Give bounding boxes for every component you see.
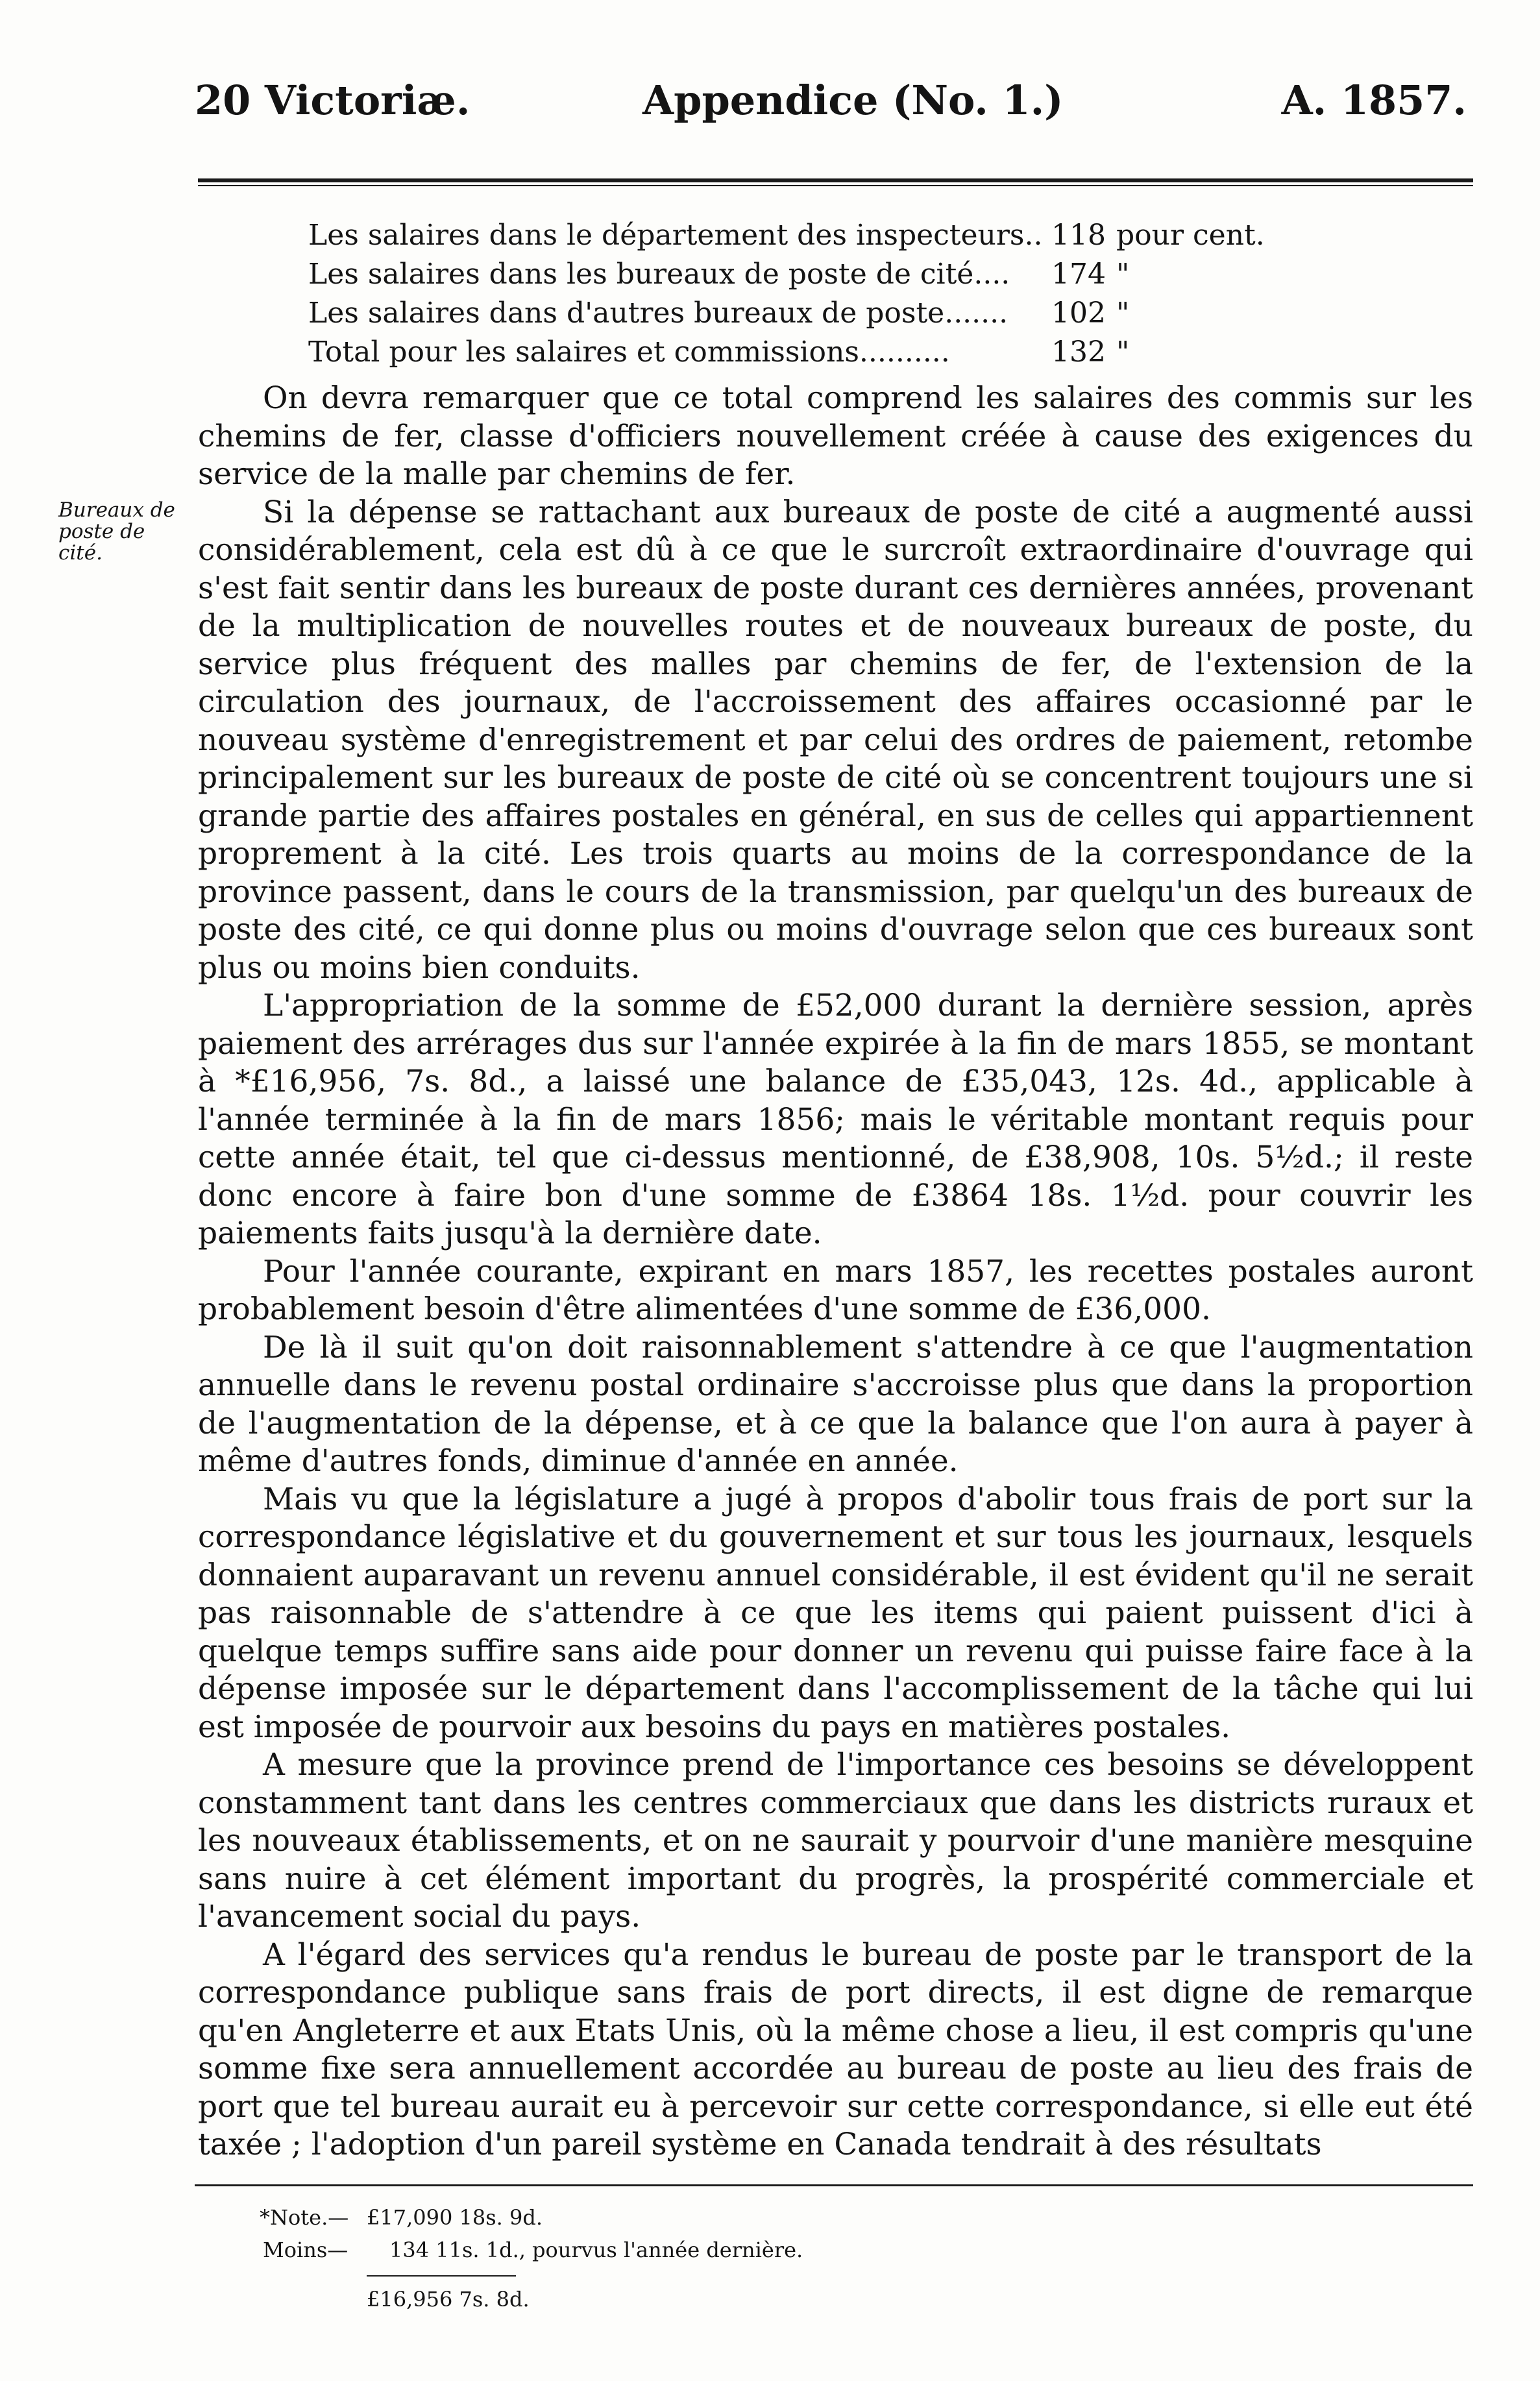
footnote-minus-amount: 134 11s. 1d.,	[389, 2238, 526, 2262]
footnote-note-amount: £17,090 18s. 9d.	[367, 2205, 543, 2230]
salary-label: Les salaires dans d'autres bureaux de poste.......	[308, 297, 1008, 330]
paragraph: De là il suit qu'on doit raisonnablement s'attendre à ce que l'augmentation annuelle dans le revenu postal ordinaire s'accroisse plus que dans la proportion de l'augmentation de la dépense, et à ce que la balance que l'on aura à payer à même d'autres fonds, diminue d'année en année.	[198, 1329, 1473, 1479]
footnote-sum-rule	[367, 2275, 516, 2277]
paragraph: Si la dépense se rattachant aux bureaux de poste de cité a augmenté aussi considérablement, cela est dû à ce que le surcroît extraordinaire d'ouvrage qui s'est fait sentir dans les bureaux de poste durant ces dernières années, provenant de la multiplication de nouvelles routes et de nouveaux bureaux de poste, du service plus fréquent des malles par chemins de fer, de l'extension de la circulation des journaux, de l'accroissement des affaires occasionné par le nouveau système d'enregistrement et par celui des ordres de paiement, retombe principalement sur les bureaux de poste de cité où se concentrent toujours une si grande partie des affaires postales en général, en sus de celles qui appartiennent proprement à la cité. Les trois quarts au moins de la correspondance de la province passent, dans le cours de la transmission, par quelqu'un des bureaux de poste des cité, ce qui donne plus ou moins d'ouvrage selon que ces bureaux sont plus ou moins bien conduits.	[198, 494, 1473, 986]
footnote-minus-label: Moins—	[263, 2238, 348, 2262]
salary-unit: "	[1116, 258, 1130, 291]
paragraph: Pour l'année courante, expirant en mars 1857, les recettes postales auront probablement besoin d'être alimentées d'une somme de £36,000.	[198, 1253, 1473, 1327]
salary-value: 118	[1051, 219, 1106, 252]
paragraph: A l'égard des services qu'a rendus le bureau de poste par le transport de la correspondance publique sans frais de port directs, il est digne de remarque qu'en Angleterre et aux Etats Unis, où la même chose a lieu, il est compris qu'une somme fixe sera annuellement accordée au bureau de poste au lieu des frais de port que tel bureau aurait eu à percevoir sur cette correspondance, si elle eut été taxée ; l'adoption d'un pareil système en Canada tendrait à des résultats	[198, 1936, 1473, 2162]
salary-value: 174	[1051, 258, 1106, 291]
paragraph: A mesure que la province prend de l'importance ces besoins se développent constamment tant dans les centres commerciaux que dans les districts ruraux et les nouveaux établissements, et on ne saurait y pourvoir d'une manière mesquine sans nuire à cet élément important du progrès, la prospérité commerciale et l'avancement social du pays.	[198, 1747, 1473, 1935]
body-text	[198, 380, 1473, 2164]
margin-note: Bureaux de poste de cité.	[58, 498, 175, 565]
footnote-minus-text: pourvus l'année dernière.	[532, 2238, 803, 2262]
page-header	[195, 77, 1467, 135]
header-appendix: Appendice (No. 1.)	[642, 77, 1064, 124]
footnote-total: £16,956 7s. 8d.	[367, 2287, 530, 2312]
header-session: 20 Victoriæ.	[195, 77, 471, 124]
salary-value: 132	[1051, 336, 1106, 369]
salary-unit: "	[1116, 336, 1130, 369]
paragraph: Mais vu que la législature a jugé à propos d'abolir tous frais de port sur la correspondance législative et du gouvernement et sur tous les journaux, lesquels donnaient auparavant un revenu annuel considérable, il est évident qu'il ne serait pas raisonnable de s'attendre à ce que les items qui paient puissent d'ici à quelque temps suffire sans aide pour donner un revenu qui puisse faire face à la dépense imposée sur le département dans l'accomplissement de la tâche qui lui est imposée de pourvoir aux besoins du pays en matières postales.	[198, 1481, 1473, 1745]
paragraph: On devra remarquer que ce total comprend les salaires des commis sur les chemins de fer, classe d'officiers nouvellement créée à cause des exigences du service de la malle par chemins de fer.	[198, 380, 1473, 492]
header-rule-thin	[198, 185, 1473, 186]
salary-value: 102	[1051, 297, 1106, 330]
salary-label: Les salaires dans le département des inspecteurs..	[308, 219, 1043, 252]
salary-label: Total pour les salaires et commissions..........	[308, 336, 950, 369]
footnote-note-label: *Note.—	[260, 2205, 349, 2230]
paragraph: L'appropriation de la somme de £52,000 durant la dernière session, après paiement des arrérages dus sur l'année expirée à la fin de mars 1855, se montant à *£16,956, 7s. 8d., a laissé une balance de £35,043, 12s. 4d., applicable à l'année terminée à la fin de mars 1856; mais le véritable montant requis pour cette année était, tel que ci-dessus mentionné, de £38,908, 10s. 5½d.; il reste donc encore à faire bon d'une somme de £3864 18s. 1½d. pour couvrir les paiements faits jusqu'à la dernière date.	[198, 988, 1473, 1251]
salary-unit: pour cent.	[1116, 219, 1265, 252]
salary-unit: "	[1116, 297, 1130, 330]
header-rule-thick	[198, 178, 1473, 182]
salary-label: Les salaires dans les bureaux de poste de cité....	[308, 258, 1010, 291]
header-year: A. 1857.	[1281, 77, 1467, 124]
footnote-rule	[195, 2184, 1473, 2186]
